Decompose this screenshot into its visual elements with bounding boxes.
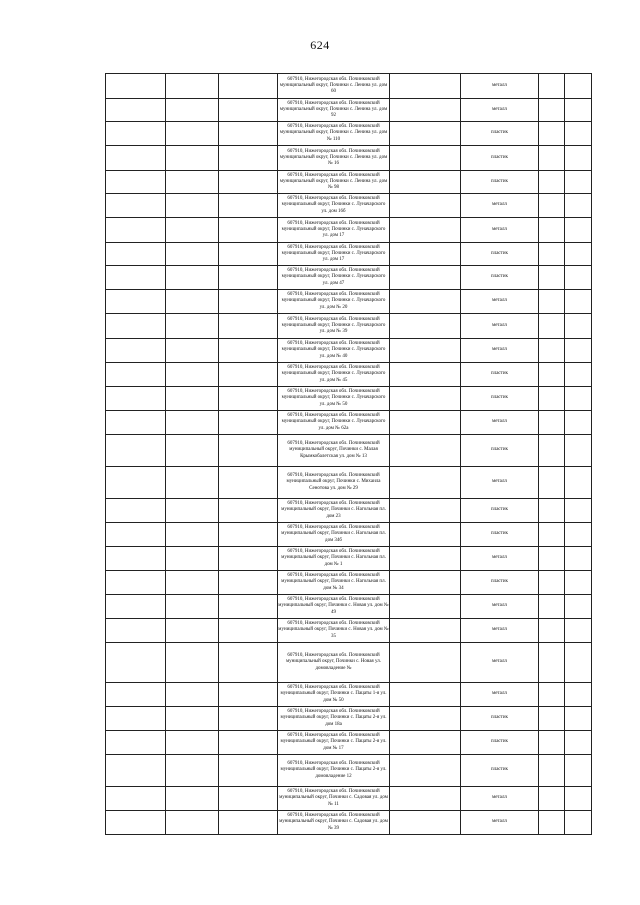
empty-cell [390,571,461,595]
table-row [106,547,592,571]
empty-cell [539,266,565,290]
address-cell: 607910, Нижегородская обл. Починковский муниципальный округ, Починки с. Нагольная пл. дом 23 [278,499,390,523]
address-cell: 607910, Нижегородская обл. Починковский муниципальный округ, Починки с. Ленина ул. дом 92 [278,99,390,122]
table-row [106,571,592,595]
empty-cell [106,411,166,435]
registry-table-body [106,74,592,835]
address-cell: 607910, Нижегородская обл. Починковский муниципальный округ, Починки с. Луначарского ул. дом № 50 [278,387,390,411]
empty-cell [219,499,278,523]
empty-cell [565,755,592,787]
empty-cell [390,755,461,787]
empty-cell [166,499,219,523]
material-cell: пластик [461,571,539,595]
material-cell: металл [461,411,539,435]
empty-cell [219,171,278,194]
address-cell: 607910, Нижегородская обл. Починковский муниципальный округ, Починки с. Нагольная пл. дом № 34 [278,571,390,595]
empty-cell [565,218,592,243]
empty-cell [390,595,461,619]
empty-cell [539,467,565,499]
address-cell: 607910, Нижегородская обл. Починковский муниципальный округ, Починки с. Ленина ул. дом № 16 [278,146,390,171]
empty-cell [219,194,278,218]
empty-cell [106,122,166,146]
empty-cell [539,363,565,387]
empty-cell [390,171,461,194]
empty-cell [565,435,592,467]
empty-cell [539,683,565,707]
empty-cell [539,99,565,122]
table-row [106,314,592,339]
table-row [106,290,592,314]
empty-cell [390,194,461,218]
table-row [106,467,592,499]
empty-cell [390,643,461,683]
empty-cell [166,363,219,387]
empty-cell [219,707,278,731]
empty-cell [539,811,565,835]
empty-cell [539,314,565,339]
address-cell: 607910, Нижегородская обл. Починковский муниципальный округ, Починки с. Ленина ул. дом № 110 [278,122,390,146]
empty-cell [166,683,219,707]
table-row [106,595,592,619]
table-row [106,755,592,787]
table-row [106,731,592,755]
empty-cell [390,683,461,707]
empty-cell [539,547,565,571]
empty-cell [219,755,278,787]
empty-cell [166,218,219,243]
empty-cell [565,499,592,523]
empty-cell [219,787,278,811]
empty-cell [106,171,166,194]
empty-cell [219,218,278,243]
address-cell: 607910, Нижегородская обл. Починковский муниципальный округ, Починки с. Пацаты 2-я ул. домовладение 12 [278,755,390,787]
empty-cell [106,146,166,171]
material-cell: металл [461,99,539,122]
empty-cell [390,218,461,243]
empty-cell [219,99,278,122]
empty-cell [565,731,592,755]
empty-cell [166,595,219,619]
empty-cell [565,99,592,122]
empty-cell [539,755,565,787]
empty-cell [219,731,278,755]
material-cell: металл [461,683,539,707]
table-row [106,643,592,683]
empty-cell [390,523,461,547]
empty-cell [565,643,592,683]
empty-cell [106,523,166,547]
empty-cell [565,314,592,339]
empty-cell [539,387,565,411]
empty-cell [565,411,592,435]
address-cell: 607910, Нижегородская обл. Починковский муниципальный округ, Починки с. Луначарского ул. дом № 40 [278,339,390,363]
empty-cell [219,243,278,266]
empty-cell [390,731,461,755]
empty-cell [565,683,592,707]
empty-cell [390,243,461,266]
table-row [106,194,592,218]
empty-cell [565,171,592,194]
empty-cell [166,707,219,731]
empty-cell [219,74,278,99]
empty-cell [390,314,461,339]
material-cell: пластик [461,755,539,787]
address-cell: 607910, Нижегородская обл. Починковский муниципальный округ, Починки с. Пацаты 2-я ул. дом 18а [278,707,390,731]
table-row [106,266,592,290]
empty-cell [219,811,278,835]
empty-cell [390,339,461,363]
empty-cell [539,74,565,99]
empty-cell [565,547,592,571]
empty-cell [390,467,461,499]
material-cell: металл [461,643,539,683]
empty-cell [106,387,166,411]
table-row [106,411,592,435]
material-cell: металл [461,74,539,99]
material-cell: пластик [461,523,539,547]
material-cell: металл [461,595,539,619]
empty-cell [390,547,461,571]
empty-cell [539,523,565,547]
empty-cell [539,707,565,731]
address-cell: 607910, Нижегородская обл. Починковский муниципальный округ, Починки с. Луначарского ул. дом 17 [278,218,390,243]
material-cell: металл [461,314,539,339]
material-cell: металл [461,619,539,643]
empty-cell [219,266,278,290]
empty-cell [219,146,278,171]
empty-cell [565,467,592,499]
table-row [106,146,592,171]
empty-cell [106,74,166,99]
empty-cell [166,290,219,314]
empty-cell [390,99,461,122]
material-cell: пластик [461,243,539,266]
empty-cell [565,523,592,547]
material-cell: металл [461,339,539,363]
address-cell: 607910, Нижегородская обл. Починковский муниципальный округ, Починки с. Новая ул. дом № 35 [278,619,390,643]
empty-cell [106,363,166,387]
table-row [106,74,592,99]
material-cell: пластик [461,122,539,146]
empty-cell [106,683,166,707]
material-cell: пластик [461,363,539,387]
empty-cell [565,619,592,643]
empty-cell [106,811,166,835]
empty-cell [106,290,166,314]
material-cell: пластик [461,387,539,411]
address-cell: 607910, Нижегородская обл. Починковский муниципальный округ, Починки с. Садовая ул. дом № 11 [278,787,390,811]
table-row [106,122,592,146]
empty-cell [166,99,219,122]
empty-cell [166,523,219,547]
empty-cell [390,74,461,99]
empty-cell [106,243,166,266]
empty-cell [390,387,461,411]
empty-cell [390,266,461,290]
empty-cell [106,787,166,811]
empty-cell [539,595,565,619]
empty-cell [219,363,278,387]
address-cell: 607910, Нижегородская обл. Починковский муниципальный округ, Починки с. Малая Крымкобалетская ул. дом № 13 [278,435,390,467]
empty-cell [106,731,166,755]
table-row [106,363,592,387]
empty-cell [219,571,278,595]
empty-cell [565,787,592,811]
empty-cell [219,290,278,314]
empty-cell [106,707,166,731]
empty-cell [166,171,219,194]
empty-cell [539,731,565,755]
empty-cell [166,122,219,146]
table-row [106,619,592,643]
empty-cell [539,290,565,314]
empty-cell [565,74,592,99]
empty-cell [565,266,592,290]
address-cell: 607910, Нижегородская обл. Починковский муниципальный округ, Починки с. Луначарского ул. дом 47 [278,266,390,290]
empty-cell [166,435,219,467]
empty-cell [166,74,219,99]
empty-cell [166,547,219,571]
empty-cell [106,619,166,643]
table-row [106,523,592,547]
empty-cell [539,171,565,194]
address-cell: 607910, Нижегородская обл. Починковский муниципальный округ, Починки с. Садовая ул. дом № 39 [278,811,390,835]
empty-cell [539,411,565,435]
empty-cell [219,435,278,467]
empty-cell [219,595,278,619]
address-cell: 607910, Нижегородская обл. Починковский муниципальный округ, Починки с. Пацаты 2-я ул. дом № 17 [278,731,390,755]
material-cell: металл [461,218,539,243]
address-cell: 607910, Нижегородская обл. Починковский муниципальный округ, Починки с. Новая ул. домовладение № [278,643,390,683]
empty-cell [219,314,278,339]
empty-cell [166,755,219,787]
material-cell: пластик [461,731,539,755]
material-cell: пластик [461,266,539,290]
empty-cell [565,363,592,387]
empty-cell [106,339,166,363]
empty-cell [565,194,592,218]
empty-cell [565,387,592,411]
registry-table [105,73,592,835]
empty-cell [166,467,219,499]
empty-cell [106,643,166,683]
empty-cell [166,387,219,411]
page-number: 624 [310,38,330,52]
empty-cell [106,435,166,467]
table-row [106,683,592,707]
empty-cell [219,122,278,146]
empty-cell [219,619,278,643]
empty-cell [390,619,461,643]
empty-cell [166,266,219,290]
table-row [106,811,592,835]
empty-cell [166,787,219,811]
empty-cell [390,787,461,811]
material-cell: металл [461,811,539,835]
empty-cell [219,339,278,363]
empty-cell [390,811,461,835]
empty-cell [106,218,166,243]
empty-cell [390,411,461,435]
empty-cell [390,435,461,467]
empty-cell [539,339,565,363]
material-cell: пластик [461,146,539,171]
empty-cell [166,411,219,435]
material-cell: металл [461,787,539,811]
empty-cell [166,571,219,595]
empty-cell [539,146,565,171]
empty-cell [219,411,278,435]
table-row [106,243,592,266]
empty-cell [539,194,565,218]
table-row [106,387,592,411]
empty-cell [539,787,565,811]
empty-cell [106,595,166,619]
material-cell: металл [461,547,539,571]
empty-cell [390,707,461,731]
empty-cell [539,619,565,643]
address-cell: 607910, Нижегородская обл. Починковский муниципальный округ, Починки с. Михаила Сенотова ул. дом № 29 [278,467,390,499]
empty-cell [219,523,278,547]
address-cell: 607910, Нижегородская обл. Починковский муниципальный округ, Починки с. Ленина ул. дом № 98 [278,171,390,194]
address-cell: 607910, Нижегородская обл. Починковский муниципальный округ, Починки с. Луначарского ул. дом № 62а [278,411,390,435]
empty-cell [166,194,219,218]
empty-cell [166,731,219,755]
empty-cell [390,290,461,314]
empty-cell [106,99,166,122]
empty-cell [565,595,592,619]
empty-cell [390,146,461,171]
empty-cell [539,218,565,243]
empty-cell [219,547,278,571]
empty-cell [390,499,461,523]
address-cell: 607910, Нижегородская обл. Починковский муниципальный округ, Починки с. Луначарского ул. дом № 39 [278,314,390,339]
empty-cell [106,499,166,523]
table-row [106,787,592,811]
empty-cell [106,266,166,290]
table-row [106,99,592,122]
empty-cell [219,683,278,707]
material-cell: пластик [461,707,539,731]
material-cell: пластик [461,499,539,523]
address-cell: 607910, Нижегородская обл. Починковский муниципальный округ, Починки с. Нагольная пл. дом 34б [278,523,390,547]
empty-cell [539,243,565,266]
empty-cell [565,290,592,314]
material-cell: металл [461,194,539,218]
address-cell: 607910, Нижегородская обл. Починковский муниципальный округ, Починки с. Пацаты 1-я ул. дом № 50 [278,683,390,707]
empty-cell [106,571,166,595]
empty-cell [166,243,219,266]
address-cell: 607910, Нижегородская обл. Починковский муниципальный округ, Починки с. Луначарского ул. дом № 45 [278,363,390,387]
material-cell: пластик [461,435,539,467]
empty-cell [565,122,592,146]
empty-cell [539,571,565,595]
table-row [106,499,592,523]
table-row [106,339,592,363]
empty-cell [106,755,166,787]
empty-cell [106,467,166,499]
empty-cell [219,387,278,411]
empty-cell [565,243,592,266]
material-cell: металл [461,467,539,499]
empty-cell [106,194,166,218]
empty-cell [106,547,166,571]
address-cell: 607910, Нижегородская обл. Починковский муниципальный округ, Починки с. Луначарского ул. дом 17 [278,243,390,266]
table-row [106,435,592,467]
table-row [106,171,592,194]
empty-cell [166,619,219,643]
empty-cell [166,314,219,339]
empty-cell [539,435,565,467]
empty-cell [539,122,565,146]
material-cell: металл [461,290,539,314]
address-cell: 607910, Нижегородская обл. Починковский муниципальный округ, Починки с. Новая ул. дом № 49 [278,595,390,619]
address-cell: 607910, Нижегородская обл. Починковский муниципальный округ, Починки с. Ленина ул. дом 60 [278,74,390,99]
empty-cell [166,146,219,171]
empty-cell [219,643,278,683]
empty-cell [539,643,565,683]
empty-cell [219,467,278,499]
table-row [106,218,592,243]
empty-cell [565,707,592,731]
empty-cell [565,811,592,835]
address-cell: 607910, Нижегородская обл. Починковский муниципальный округ, Починки с. Луначарского ул. дом 16б [278,194,390,218]
empty-cell [166,339,219,363]
empty-cell [539,499,565,523]
empty-cell [565,571,592,595]
empty-cell [390,122,461,146]
empty-cell [166,811,219,835]
address-cell: 607910, Нижегородская обл. Починковский муниципальный округ, Починки с. Луначарского ул. дом № 20 [278,290,390,314]
address-cell: 607910, Нижегородская обл. Починковский муниципальный округ, Починки с. Нагольная пл. дом № 1 [278,547,390,571]
empty-cell [106,314,166,339]
empty-cell [565,339,592,363]
table-row [106,707,592,731]
empty-cell [565,146,592,171]
material-cell: пластик [461,171,539,194]
empty-cell [390,363,461,387]
empty-cell [166,643,219,683]
